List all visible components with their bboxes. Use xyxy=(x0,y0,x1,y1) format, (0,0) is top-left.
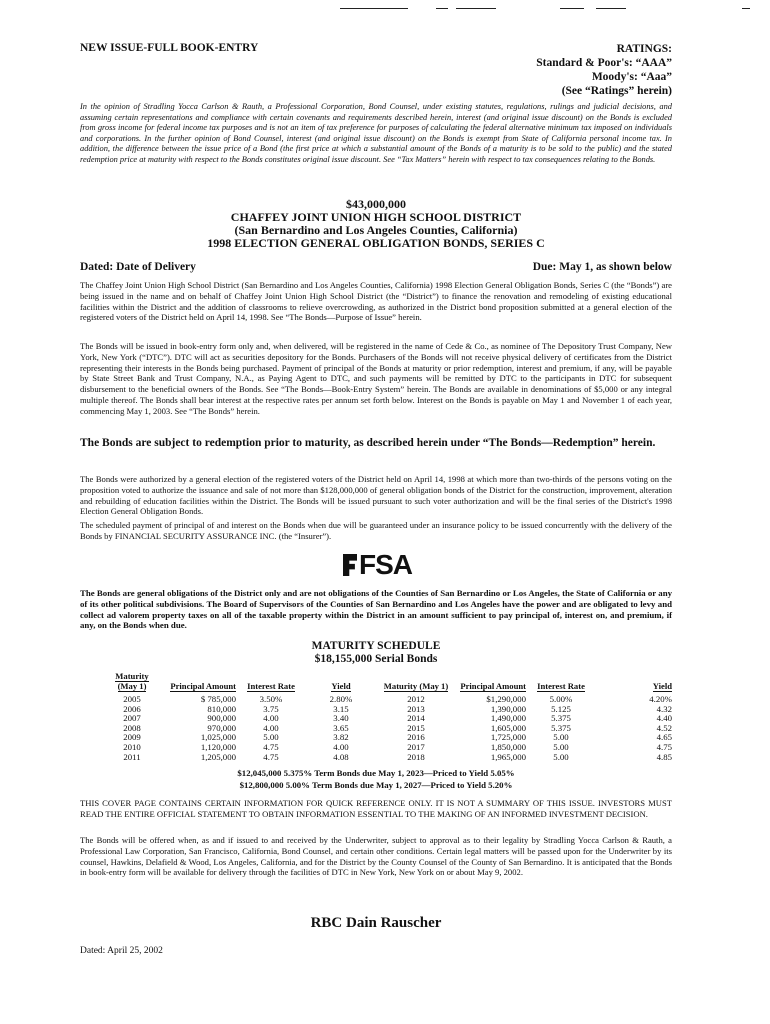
cell-maturity: 2005 xyxy=(123,694,141,704)
cell-rate-2: 5.00% xyxy=(549,694,573,704)
table-row xyxy=(108,695,672,705)
district-name: CHAFFEY JOINT UNION HIGH SCHOOL DISTRICT xyxy=(230,210,522,224)
col-principal-2: Principal Amount xyxy=(460,680,526,691)
cell-rate: 4.75 xyxy=(263,751,279,762)
cell-maturity-2: 2017 xyxy=(407,741,425,752)
term-bonds-2027: $12,800,000 5.00% Term Bonds due May 1, 2027—Priced to Yield 5.20% xyxy=(239,780,513,790)
table-row xyxy=(108,753,672,763)
col-maturity: Maturity (May 1) xyxy=(115,671,149,691)
cell-yield: 3.40 xyxy=(333,713,349,724)
cell-yield: 3.15 xyxy=(333,703,349,714)
cell-yield-2: 4.75 xyxy=(656,741,672,752)
table-row xyxy=(108,714,672,724)
cell-principal: 810,000 xyxy=(207,703,236,714)
cell-maturity-2: 2015 xyxy=(407,722,425,733)
cell-maturity: 2009 xyxy=(123,732,141,743)
series-name: 1998 ELECTION GENERAL OBLIGATION BONDS, SERIES C xyxy=(207,236,545,250)
table-row xyxy=(108,705,672,715)
issue-type: NEW ISSUE-FULL BOOK-ENTRY xyxy=(80,42,259,54)
insurance-paragraph: The scheduled payment of principal of and interest on the Bonds when due will be guaranteed under an insurance policy to be issued concurrently with the delivery of the Bonds by FINANCIAL SECURITY ASSURANCE INC. (the “Insurer”). xyxy=(80,520,672,541)
col-yield-2: Yield xyxy=(652,680,672,691)
col-rate-2: Interest Rate xyxy=(537,680,585,691)
document-date: Dated: April 25, 2002 xyxy=(80,946,163,956)
cell-maturity-2: 2018 xyxy=(407,751,425,762)
maturity-schedule-heading: MATURITY SCHEDULE xyxy=(311,640,441,652)
table-row xyxy=(108,743,672,753)
col-rate: Interest Rate xyxy=(247,680,295,691)
cell-principal: $ 785,000 xyxy=(200,694,236,704)
authorization-paragraph: The Bonds were authorized by a general election of the registered voters of the District held on April 14, 1998 at which more than two-thirds of the persons voting on the proposition voted to authorize the issuance and sale of not more than $128,000,000 of general obligation bonds of the District for the construction, improvement, alteration and rebuilding of education facilities within the District. The Bonds will be issued pursuant to such voter authorization and will be the final series of the District's 1998 Election General Obligation Bonds. xyxy=(80,474,672,517)
sp-rating: Standard & Poor's: “AAA” xyxy=(536,57,672,69)
cell-yield: 4.00 xyxy=(333,741,349,752)
cell-yield: 2.80% xyxy=(329,694,353,704)
fsa-logo xyxy=(343,549,412,581)
cell-rate-2: 5.125 xyxy=(551,703,571,714)
cell-rate-2: 5.00 xyxy=(553,741,569,752)
cell-maturity: 2006 xyxy=(123,703,141,714)
cell-maturity-2: 2014 xyxy=(407,713,425,724)
cell-maturity-2: 2013 xyxy=(407,703,425,714)
cell-rate: 4.00 xyxy=(263,722,279,733)
cell-maturity-2: 2016 xyxy=(407,732,425,743)
cell-rate-2: 5.00 xyxy=(553,732,569,743)
maturity-schedule-title xyxy=(80,640,672,666)
due-date: Due: May 1, as shown below xyxy=(532,261,672,273)
cell-maturity: 2007 xyxy=(123,713,141,724)
ratings-title: RATINGS: xyxy=(616,43,672,55)
top-scan-marks xyxy=(0,8,770,10)
cell-rate-2: 5.00 xyxy=(553,751,569,762)
cell-principal-2: 1,965,000 xyxy=(490,751,526,762)
cell-yield-2: 4.85 xyxy=(656,751,672,762)
ratings-reference: (See “Ratings” herein) xyxy=(561,85,672,97)
cell-yield-2: 4.52 xyxy=(656,722,672,733)
cell-principal-2: $1,290,000 xyxy=(486,694,526,704)
cell-rate: 3.75 xyxy=(263,703,279,714)
cell-principal-2: 1,390,000 xyxy=(490,703,526,714)
book-entry-paragraph: The Bonds will be issued in book-entry form only and, when delivered, will be registered in the name of Cede & Co., as nominee of The Depository Trust Company, New York, New York (“DTC”). DTC will act as securities depository for the Bonds. Purchasers of the Bonds will not receive physical delivery of certificates from the District representing their interests in the Bonds being purchased. Payment of principal of the Bonds at maturity or prior redemption, interest and premium, if any, will be payable by State Street Bank and Trust Company, N.A., as Paying Agent to DTC, and such payments will be remitted by DTC to the participants in DTC for subsequent disbursement to the beneficial owners of the Bonds. See “The Bonds—Book-Entry System” herein. The Bonds are available in denominations of $5,000 or any integral multiple thereof. The Bonds shall bear interest at the respective rates per annum set forth below. Interest on the Bonds is payable on May 1 and November 1 of each year, commencing May 1, 2003. See “The Bonds” herein. xyxy=(80,341,672,416)
cell-rate-2: 5.375 xyxy=(551,713,571,724)
cell-principal-2: 1,725,000 xyxy=(490,732,526,743)
counties: (San Bernardino and Los Angeles Counties, California) xyxy=(234,223,518,237)
offering-paragraph: The Bonds will be offered when, as and if issued to and received by the Underwriter, subject to approval as to their legality by Stradling Yocca Carlson & Rauth, a Professional Law Corporation, San Francisco, California, Bond Counsel, and certain other conditions. Certain legal matters will be passed upon for the Underwriter by its counsel, Hawkins, Delafield & Wood, Los Angeles, California, and for the District by the County Counsel of the County of San Bernardino. It is anticipated that the Bonds in book-entry form will be available for delivery through the facilities of DTC in New York, New York on or about May 9, 2002. xyxy=(80,835,672,878)
redemption-heading: The Bonds are subject to redemption prior to maturity, as described herein under “The Bonds—Redemption” herein. xyxy=(80,437,656,449)
underwriter-name: RBC Dain Rauscher xyxy=(310,915,442,931)
cell-yield: 4.08 xyxy=(333,751,349,762)
cell-principal-2: 1,490,000 xyxy=(490,713,526,724)
cell-rate: 5.00 xyxy=(263,732,279,743)
title-block xyxy=(80,198,672,250)
cell-principal-2: 1,605,000 xyxy=(490,722,526,733)
cell-yield: 3.82 xyxy=(333,732,349,743)
cell-principal: 900,000 xyxy=(207,713,236,724)
general-obligation-paragraph: The Bonds are general obligations of the District only and are not obligations of the Counties of San Bernardino or Los Angeles, the State of California or any of its other political subdivisions. The Board of Supervisors of the Counties of San Bernardino and Los Angeles have the power and are obligated to levy and collect ad valorem property taxes on all of the taxable property within the District in an amount sufficient to pay principal of, interest on, and premium, if any, on the Bonds when due. xyxy=(80,588,672,631)
cell-maturity-2: 2012 xyxy=(407,694,425,704)
cell-maturity: 2011 xyxy=(123,751,141,762)
col-maturity-2: Maturity (May 1) xyxy=(383,680,449,691)
cell-principal: 1,120,000 xyxy=(200,741,236,752)
cell-yield-2: 4.32 xyxy=(656,703,672,714)
cell-rate: 3.50% xyxy=(259,694,283,704)
maturity-table-header xyxy=(108,672,672,695)
issue-amount: $43,000,000 xyxy=(346,197,406,211)
ratings-block xyxy=(536,42,672,98)
cell-yield-2: 4.20% xyxy=(649,694,672,704)
moodys-rating: Moody's: “Aaa” xyxy=(591,71,672,83)
serial-bonds-amount: $18,155,000 Serial Bonds xyxy=(314,653,438,665)
cover-notice: THIS COVER PAGE CONTAINS CERTAIN INFORMATION FOR QUICK REFERENCE ONLY. IT IS NOT A SUMMARY OF THIS ISSUE. INVESTORS MUST READ THE ENTIRE OFFICIAL STATEMENT TO OBTAIN INFORMATION ESSENTIAL TO THE MAKING OF AN INFORMED INVESTMENT DECISION. xyxy=(80,798,672,819)
col-principal: Principal Amount xyxy=(170,680,236,691)
dated-date: Dated: Date of Delivery xyxy=(80,261,196,273)
fsa-logo-text: FSA xyxy=(359,549,412,580)
purpose-paragraph: The Chaffey Joint Union High School District (San Bernardino and Los Angeles Counties, California) 1998 Election General Obligation Bonds, Series C (the “Bonds”) are being issued in the name and on behalf of Chaffey Joint Union High School District (the “District”) to finance the renovation and remodeling of existing educational facilities within the District and the addition of classrooms to relieve overcrowding, as authorized in the District bond proposition submitted at a general election of the registered voters of the District held on April 14, 1998. See “The Bonds—Purpose of Issue” herein. xyxy=(80,280,672,323)
cell-principal: 970,000 xyxy=(207,722,236,733)
maturity-table xyxy=(108,672,672,762)
table-row xyxy=(108,724,672,734)
cell-yield-2: 4.40 xyxy=(656,713,672,724)
term-bonds-2023: $12,045,000 5.375% Term Bonds due May 1, 2023—Priced to Yield 5.05% xyxy=(237,768,515,778)
cell-principal: 1,025,000 xyxy=(200,732,236,743)
fsa-logo-icon xyxy=(343,554,357,576)
bond-counsel-opinion: In the opinion of Stradling Yocca Carlson & Rauth, a Professional Corporation, Bond Counsel, under existing statutes, regulations, rulings and judicial decisions, and assuming certain representations and compliance with certain covenants and requirements described herein, interest (and original issue discount) on the Bonds is excluded from gross income for federal income tax purposes and is not an item of tax preference for purposes of calculating the federal alternative minimum tax imposed on individuals and corporations. In the further opinion of Bond Counsel, interest (and original issue discount) on the Bonds is exempt from State of California personal income tax. In addition, the difference between the issue price of a Bond (the first price at which a substantial amount of the Bonds of a maturity is to be sold to the public) and the stated redemption price at maturity with respect to the Bonds constitutes original issue discount. See “Tax Matters” herein with respect to tax consequences relating to the Bonds. xyxy=(80,102,672,164)
cell-rate: 4.75 xyxy=(263,741,279,752)
table-row xyxy=(108,733,672,743)
col-yield: Yield xyxy=(331,680,351,691)
cell-principal-2: 1,850,000 xyxy=(490,741,526,752)
cell-yield-2: 4.65 xyxy=(656,732,672,743)
cell-maturity: 2008 xyxy=(123,722,141,733)
cell-maturity: 2010 xyxy=(123,741,141,752)
cell-rate: 4.00 xyxy=(263,713,279,724)
cell-principal: 1,205,000 xyxy=(200,751,236,762)
cell-rate-2: 5.375 xyxy=(551,722,571,733)
cell-yield: 3.65 xyxy=(333,722,349,733)
